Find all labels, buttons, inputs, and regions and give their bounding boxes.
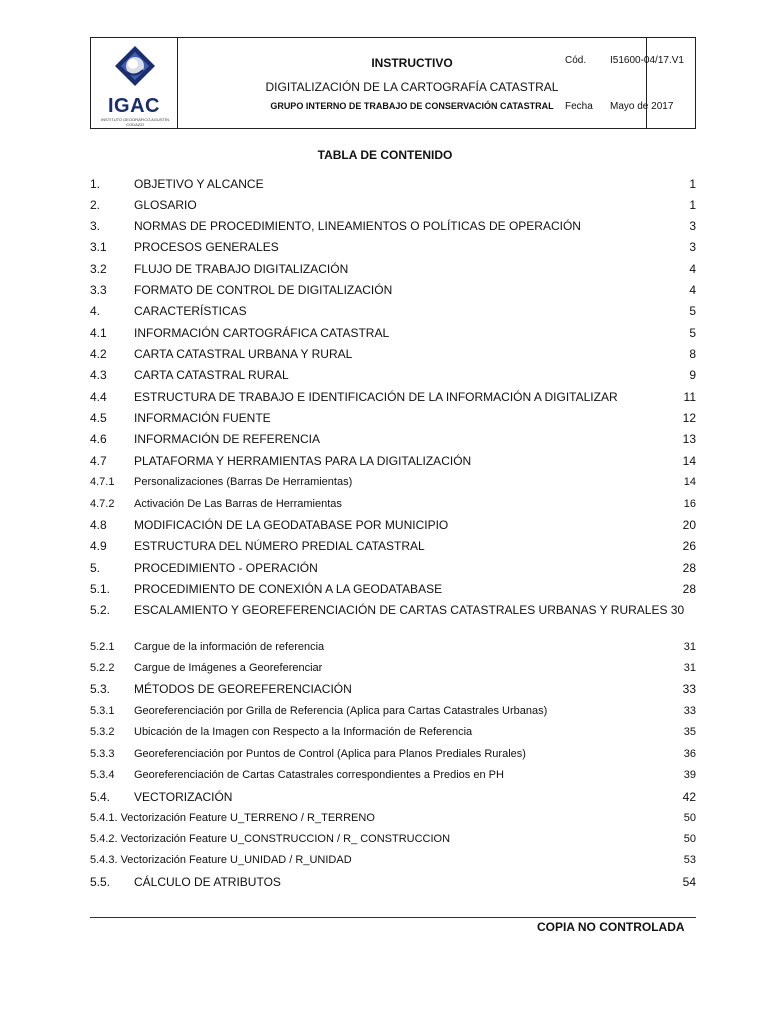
toc-entry-title: Activación De Las Barras de Herramientas bbox=[134, 498, 342, 510]
toc-entry-title: FORMATO DE CONTROL DE DIGITALIZACIÓN bbox=[134, 283, 393, 297]
toc-entry-page: 14 bbox=[683, 476, 696, 488]
toc-entry-number: 4.7.2 bbox=[90, 498, 115, 510]
toc-entry-number: 5. bbox=[90, 561, 101, 575]
toc-entry-page: 8 bbox=[689, 347, 696, 361]
toc-entry-page: 33 bbox=[683, 705, 696, 717]
toc-entry-number: 3.3 bbox=[90, 283, 107, 297]
toc-entry-title: Georeferenciación de Cartas Catastrales correspondientes a Predios en PH bbox=[134, 769, 504, 781]
logo-tagline: INSTITUTO GEOGRÁFICO AGUSTÍN CODAZZI bbox=[101, 117, 169, 127]
toc-entry-number: 4.8 bbox=[90, 518, 107, 532]
toc-entry-page: 12 bbox=[682, 411, 696, 425]
toc-entry-page: 50 bbox=[683, 833, 696, 845]
toc-entry-page: 28 bbox=[682, 561, 696, 575]
toc-entry-page: 5 bbox=[689, 304, 696, 318]
toc-entry-number: 3.2 bbox=[90, 262, 107, 276]
toc-entry-title: NORMAS DE PROCEDIMIENTO, LINEAMIENTOS O POLÍTICAS DE OPERACIÓN bbox=[134, 219, 581, 233]
toc-entry-title: OBJETIVO Y ALCANCE bbox=[134, 177, 264, 191]
toc-entry-title: Personalizaciones (Barras De Herramientas) bbox=[134, 476, 353, 488]
toc-entry-title: PROCEDIMIENTO DE CONEXIÓN A LA GEODATABASE bbox=[134, 582, 443, 596]
toc-entry-page: 9 bbox=[689, 368, 696, 382]
toc-entry-number: 5.4. bbox=[90, 790, 111, 804]
toc-entry-title: Ubicación de la Imagen con Respecto a la Información de Referencia bbox=[134, 726, 473, 738]
toc-entry-page: 1 bbox=[689, 177, 696, 191]
toc-entry-number: 4.1 bbox=[90, 326, 107, 340]
toc-entry-title: INFORMACIÓN CARTOGRÁFICA CATASTRAL bbox=[134, 326, 390, 340]
toc-entry-title: CARTA CATASTRAL URBANA Y RURAL bbox=[134, 347, 353, 361]
toc-entry-number: 4.7 bbox=[90, 454, 107, 468]
toc-entry-title: PROCESOS GENERALES bbox=[134, 240, 279, 254]
toc-entry-page: 39 bbox=[683, 769, 696, 781]
toc-entry-page: 3 bbox=[689, 240, 696, 254]
toc-entry-title: CÁLCULO DE ATRIBUTOS bbox=[134, 875, 281, 889]
toc-entry-page: 3 bbox=[689, 219, 696, 233]
toc-entry-page: 4 bbox=[689, 283, 696, 297]
toc-entry-title: Cargue de la información de referencia bbox=[134, 641, 325, 653]
toc-entry-number: 3.1 bbox=[90, 240, 107, 254]
toc-entry-title: INFORMACIÓN DE REFERENCIA bbox=[134, 432, 321, 446]
code-label: Cód. bbox=[565, 55, 587, 66]
toc-entry-number: 5.3. bbox=[90, 682, 111, 696]
document-header bbox=[90, 37, 696, 129]
toc-entry-title: 5.4.1. Vectorización Feature U_TERRENO / R_TERRENO bbox=[90, 812, 375, 824]
doc-type-title: INSTRUCTIVO bbox=[371, 56, 453, 70]
toc-entry-page: 26 bbox=[682, 539, 696, 553]
toc-entry-number: 5.2. bbox=[90, 603, 111, 617]
toc-entry-number: 5.3.3 bbox=[90, 748, 115, 760]
toc-entry-number: 5.5. bbox=[90, 875, 111, 889]
title-cell bbox=[178, 38, 647, 128]
toc-entry-title: CARACTERÍSTICAS bbox=[134, 304, 247, 318]
toc-entry-number: 5.2.1 bbox=[90, 641, 115, 653]
toc-entry-page: 20 bbox=[682, 518, 696, 532]
footer-divider bbox=[90, 917, 696, 918]
logo-text: IGAC bbox=[108, 95, 160, 117]
toc-entry-title: PROCEDIMIENTO - OPERACIÓN bbox=[134, 561, 318, 575]
toc-entry-page: 35 bbox=[683, 726, 696, 738]
doc-subtitle: DIGITALIZACIÓN DE LA CARTOGRAFÍA CATASTRAL bbox=[265, 80, 559, 94]
toc-entry-page: 31 bbox=[683, 662, 696, 674]
toc-entry-page: 33 bbox=[682, 682, 696, 696]
toc-entry-number: 4.5 bbox=[90, 411, 107, 425]
toc-entry-title: ESTRUCTURA DEL NÚMERO PREDIAL CATASTRAL bbox=[134, 539, 425, 553]
toc-entry-number: 5.3.2 bbox=[90, 726, 115, 738]
toc-entry-number: 5.3.4 bbox=[90, 769, 115, 781]
toc-entry-number: 4.2 bbox=[90, 347, 107, 361]
toc-entry-page: 13 bbox=[682, 432, 696, 446]
toc-entry-page: 28 bbox=[682, 582, 696, 596]
toc-entry-number: 5.2.2 bbox=[90, 662, 115, 674]
toc-entry-title: ESCALAMIENTO Y GEOREFERENCIACIÓN DE CARTAS CATASTRALES URBANAS Y RURALES 30 bbox=[134, 603, 685, 617]
toc-entry-page: 53 bbox=[683, 854, 696, 866]
toc-entry-title: Cargue de Imágenes a Georeferenciar bbox=[134, 662, 323, 674]
code-value: I51600-04/17.V1 bbox=[610, 55, 684, 66]
date-value: Mayo de 2017 bbox=[610, 101, 674, 112]
toc-entry-number: 4.7.1 bbox=[90, 476, 115, 488]
doc-group: GRUPO INTERNO DE TRABAJO DE CONSERVACIÓN CATASTRAL bbox=[270, 101, 554, 111]
toc-entry-title: ESTRUCTURA DE TRABAJO E IDENTIFICACIÓN DE LA INFORMACIÓN A DIGITALIZAR bbox=[134, 390, 618, 404]
toc-entry-title: VECTORIZACIÓN bbox=[134, 790, 233, 804]
toc-entry-page: 5 bbox=[689, 326, 696, 340]
toc-entry-page: 31 bbox=[683, 641, 696, 653]
footer-label: COPIA NO CONTROLADA bbox=[537, 920, 685, 934]
toc-entry-page: 54 bbox=[682, 875, 696, 889]
toc-entry-title: Georeferenciación por Grilla de Referencia (Aplica para Cartas Catastrales Urbanas) bbox=[134, 705, 548, 717]
toc-entry-page: 11 bbox=[683, 390, 696, 404]
toc-entry-title: 5.4.3. Vectorización Feature U_UNIDAD / R_UNIDAD bbox=[90, 854, 352, 866]
toc-entry-title: PLATAFORMA Y HERRAMIENTAS PARA LA DIGITALIZACIÓN bbox=[134, 454, 472, 468]
toc-entry-page: 50 bbox=[683, 812, 696, 824]
toc-entry-title: MODIFICACIÓN DE LA GEODATABASE POR MUNICIPIO bbox=[134, 518, 449, 532]
toc-entry-number: 4.3 bbox=[90, 368, 107, 382]
toc-entry-number: 4.4 bbox=[90, 390, 107, 404]
toc-entry-number: 4.9 bbox=[90, 539, 107, 553]
toc-entry-title: 5.4.2. Vectorización Feature U_CONSTRUCCION / R_ CONSTRUCCION bbox=[90, 833, 451, 845]
toc-entry-number: 3. bbox=[90, 219, 101, 233]
toc-entry-page: 16 bbox=[683, 498, 696, 510]
toc-entry-title: INFORMACIÓN FUENTE bbox=[134, 411, 271, 425]
toc-title: TABLA DE CONTENIDO bbox=[317, 148, 453, 162]
toc-entry-page: 42 bbox=[682, 790, 696, 804]
toc-entry-title: MÉTODOS DE GEOREFERENCIACIÓN bbox=[134, 682, 352, 696]
toc-entry-page: 36 bbox=[683, 748, 696, 760]
toc-entry-number: 4. bbox=[90, 304, 101, 318]
toc-entry-number: 1. bbox=[90, 177, 101, 191]
toc-entry-number: 4.6 bbox=[90, 432, 107, 446]
toc-entry-number: 2. bbox=[90, 198, 101, 212]
toc-entry-title: Georeferenciación por Puntos de Control (Aplica para Planos Prediales Rurales) bbox=[134, 748, 526, 760]
toc-entry-title: FLUJO DE TRABAJO DIGITALIZACIÓN bbox=[134, 262, 349, 276]
toc-entry-title: GLOSARIO bbox=[134, 198, 197, 212]
toc-entry-page: 14 bbox=[682, 454, 696, 468]
logo-cell bbox=[91, 38, 178, 128]
date-label: Fecha bbox=[565, 101, 593, 112]
toc-entry-page: 4 bbox=[689, 262, 696, 276]
toc-entry-page: 1 bbox=[689, 198, 696, 212]
toc-entry-number: 5.3.1 bbox=[90, 705, 115, 717]
toc-entry-title: CARTA CATASTRAL RURAL bbox=[134, 368, 289, 382]
toc-entry-number: 5.1. bbox=[90, 582, 111, 596]
